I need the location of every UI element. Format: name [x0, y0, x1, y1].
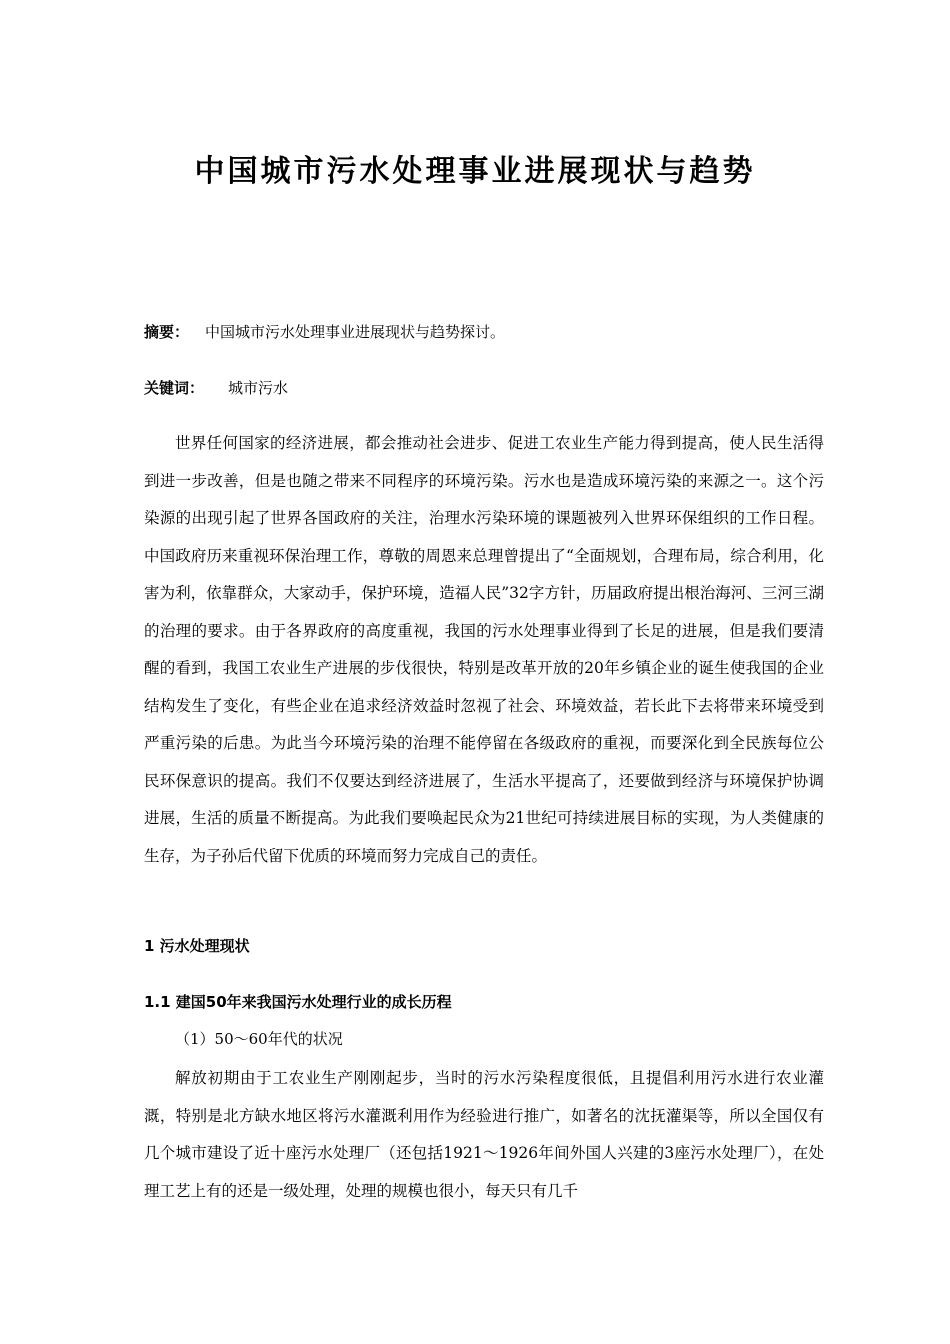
item-1-label: （1）50～60年代的状况	[175, 1030, 343, 1048]
abstract-label: 摘要：	[144, 323, 190, 341]
abstract-line	[144, 321, 505, 343]
item-1-paragraph: 解放初期由于工农业生产刚刚起步，当时的污水污染程度很低，且提倡利用污水进行农业灌溉，特别是北方缺水地区将污水灌溉利用作为经验进行推广，如著名的沈抚灌渠等，所以全国仅有几个城市建设了近十座污水处理厂（还包括1921～1926年间外国人兴建的3座污水处理厂），在处理工艺上有的还是一级处理，处理的规模也很小，每天只有几千	[144, 1069, 824, 1200]
keywords-line	[144, 377, 288, 399]
intro-paragraph: 世界任何国家的经济进展，都会推动社会进步、促进工农业生产能力得到提高，使人民生活得到进一步改善，但是也随之带来不同程序的环境污染。污水也是造成环境污染的来源之一。这个污染源的出现引起了世界各国政府的关注，治理水污染环境的课题被列入世界环保组织的工作日程。中国政府历来重视环保治理工作，尊敬的周恩来总理曾提出了“全面规划，合理布局，综合利用，化害为利，依靠群众，大家动手，保护环境，造福人民”32字方针，历届政府提出根治海河、三河三湖的治理的要求。由于各界政府的高度重视，我国的污水处理事业得到了长足的进展，但是我们要清醒的看到，我国工农业生产进展的步伐很快，特别是改革开放的20年乡镇企业的诞生使我国的企业结构发生了变化，有些企业在追求经济效益时忽视了社会、环境效益，若长此下去将带来环境受到严重污染的后患。为此当今环境污染的治理不能停留在各级政府的重视，而要深化到全民族每位公民环保意识的提高。我们不仅要达到经济进展了，生活水平提高了，还要做到经济与环境保护协调进展，生活的质量不断提高。为此我们要唤起民众为21世纪可持续进展目标的实现，为人类健康的生存，为子孙后代留下优质的环境而努力完成自己的责任。	[144, 434, 824, 865]
section-1-1-heading: 1.1 建国50年来我国污水处理行业的成长历程	[144, 993, 452, 1011]
abstract-text: 中国城市污水处理事业进展现状与趋势探讨。	[205, 323, 506, 341]
section-1-heading: 1 污水处理现状	[144, 937, 250, 955]
keywords-text: 城市污水	[228, 379, 289, 397]
document-title: 中国城市污水处理事业进展现状与趋势	[194, 154, 756, 189]
keywords-label: 关键词：	[144, 379, 205, 397]
